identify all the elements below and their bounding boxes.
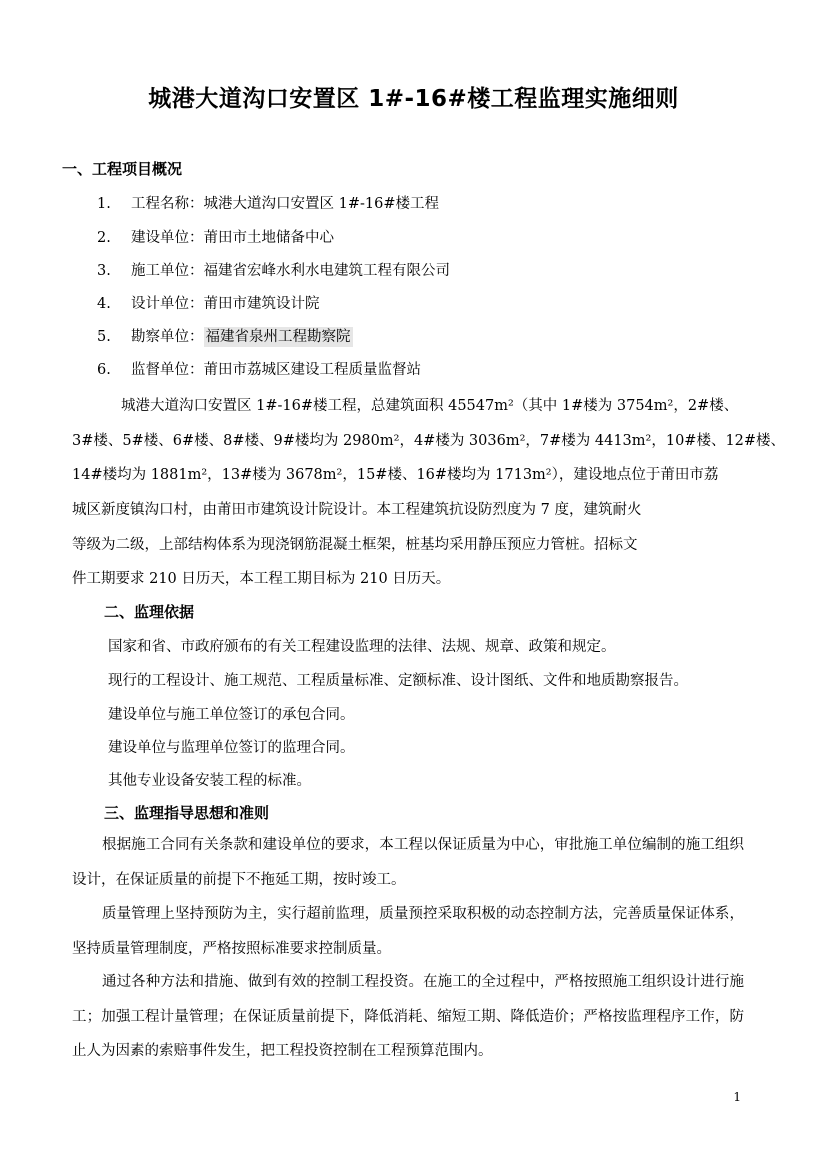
basis-line: 建设单位与施工单位签订的承包合同。 bbox=[108, 707, 355, 723]
page-number: 1 bbox=[733, 1090, 741, 1104]
item-value-highlighted: 福建省泉州工程勘察院 bbox=[205, 329, 351, 345]
item-value: 福建省宏峰水利水电建筑工程有限公司 bbox=[203, 263, 450, 279]
item-label: 设计单位： bbox=[131, 296, 204, 312]
item-label: 建设单位： bbox=[131, 230, 204, 246]
overview-paragraph-line: 14#楼均为 1881m²，13#楼为 3678m²，15#楼、16#楼均为 1713m²），建设地点位于莆田市荔 bbox=[72, 467, 719, 483]
item-number: 1. bbox=[97, 196, 111, 212]
item-value: 莆田市土地储备中心 bbox=[203, 230, 334, 246]
basis-line: 建设单位与监理单位签订的监理合同。 bbox=[108, 740, 355, 756]
item-value: 城港大道沟口安置区 1#-16#楼工程 bbox=[203, 196, 439, 212]
principles-paragraph bbox=[72, 828, 744, 897]
principles-paragraph bbox=[72, 897, 744, 966]
item-label: 勘察单位： bbox=[131, 329, 204, 345]
principles-paragraph bbox=[72, 965, 744, 1069]
item-label: 监督单位： bbox=[131, 362, 204, 378]
overview-item bbox=[97, 226, 334, 247]
item-number: 3. bbox=[97, 263, 111, 279]
overview-paragraph-line: 城区新度镇沟口村，由莆田市建筑设计院设计。本工程建筑抗设防烈度为 7 度，建筑耐火 bbox=[72, 502, 642, 518]
principle-text: 质量管理上坚持预防为主，实行超前监理，质量预控采取积极的动态控制方法，完善质量保证体系，坚持质量管理制度，严格按照标准要求控制质量。 bbox=[72, 906, 744, 957]
overview-paragraph-line: 件工期要求 210 日历天，本工程工期目标为 210 日历天。 bbox=[72, 571, 451, 587]
item-number: 5. bbox=[97, 329, 111, 345]
overview-paragraph-line: 城港大道沟口安置区 1#-16#楼工程，总建筑面积 45547m²（其中 1#楼为 3754m²，2#楼、 bbox=[121, 398, 739, 414]
basis-line: 国家和省、市政府颁布的有关工程建设监理的法律、法规、规章、政策和规定。 bbox=[108, 639, 616, 655]
item-label: 工程名称： bbox=[131, 196, 204, 212]
item-number: 4. bbox=[97, 296, 111, 312]
principle-text: 根据施工合同有关条款和建设单位的要求，本工程以保证质量为中心，审批施工单位编制的施工组织设计，在保证质量的前提下不拖延工期，按时竣工。 bbox=[72, 837, 744, 888]
section3-heading: 三、监理指导思想和准则 bbox=[104, 804, 270, 822]
item-value: 莆田市荔城区建设工程质量监督站 bbox=[203, 362, 421, 378]
overview-item bbox=[97, 358, 421, 379]
basis-line: 现行的工程设计、施工规范、工程质量标准、定额标准、设计图纸、文件和地质勘察报告。 bbox=[108, 673, 688, 689]
document-title: 城港大道沟口安置区 1#-16#楼工程监理实施细则 bbox=[148, 86, 679, 112]
item-value: 莆田市建筑设计院 bbox=[203, 296, 320, 312]
overview-item bbox=[97, 292, 320, 313]
overview-item bbox=[97, 325, 353, 346]
section2-heading: 二、监理依据 bbox=[104, 603, 195, 621]
item-label: 施工单位： bbox=[131, 263, 204, 279]
basis-line: 其他专业设备安装工程的标准。 bbox=[108, 773, 311, 789]
item-number: 2. bbox=[97, 230, 111, 246]
overview-paragraph-line: 3#楼、5#楼、6#楼、8#楼、9#楼均为 2980m²，4#楼为 3036m²，7#楼为 4413m²，10#楼、12#楼、 bbox=[72, 433, 786, 449]
overview-item bbox=[97, 192, 439, 213]
item-number: 6. bbox=[97, 362, 111, 378]
principle-text: 通过各种方法和措施、做到有效的控制工程投资。在施工的全过程中，严格按照施工组织设计进行施工；加强工程计量管理；在保证质量前提下，降低消耗、缩短工期、降低造价；严格按监理程序工作，防止人为因素的索赔事件发生，把工程投资控制在工程预算范围内。 bbox=[72, 974, 744, 1059]
overview-paragraph-line: 等级为二级，上部结构体系为现浇钢筋混凝土框架，桩基均采用静压预应力管桩。招标文 bbox=[72, 537, 638, 553]
section1-heading: 一、工程项目概况 bbox=[62, 160, 183, 178]
overview-item bbox=[97, 259, 450, 280]
